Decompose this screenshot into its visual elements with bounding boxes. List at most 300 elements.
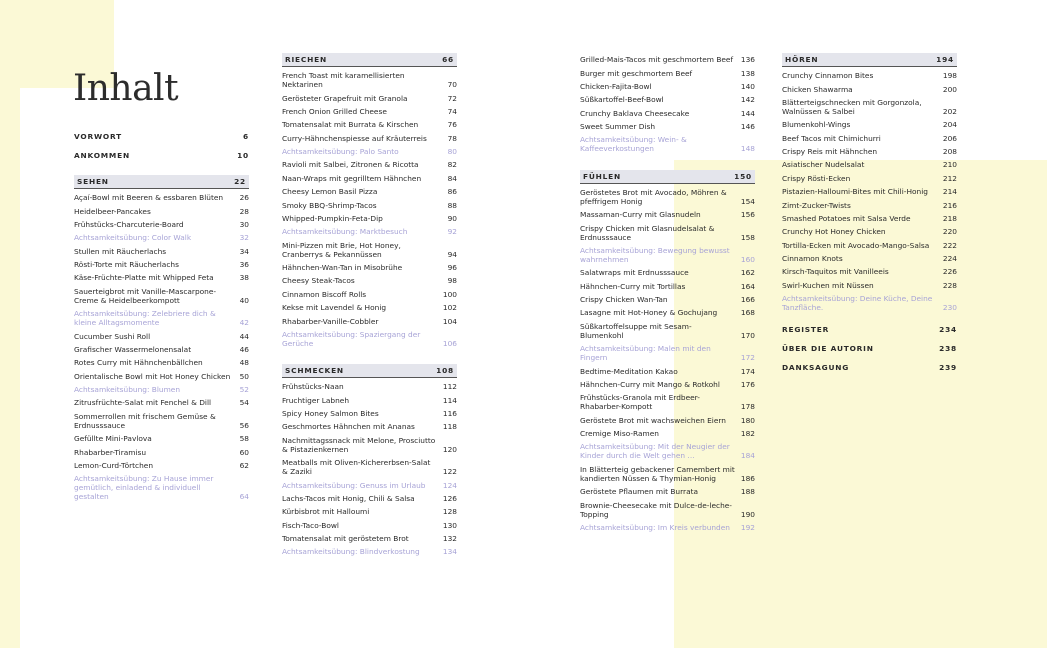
toc-entry-title: Achtsamkeitsübung: Genuss im Urlaub (282, 480, 426, 490)
toc-page-number: 214 (942, 187, 957, 197)
page-title: Inhalt (73, 68, 179, 109)
toc-page-number: 80 (447, 147, 457, 157)
toc-entry-title: SCHMECKEN (285, 366, 344, 376)
toc-page-number: 150 (734, 171, 752, 181)
toc-page-number: 100 (442, 289, 457, 299)
toc-entry (580, 364, 755, 377)
toc-page-number: 106 (442, 338, 457, 348)
toc-entry-title: Meatballs mit Oliven-Kichererbsen-Salat & Zaziki (282, 458, 431, 477)
toc-page-number: 72 (447, 93, 457, 103)
toc-page-number: 40 (239, 295, 249, 305)
toc-entry (282, 198, 457, 211)
toc-entry (782, 132, 957, 145)
toc-page-number: 62 (239, 460, 249, 470)
toc-page-number: 96 (447, 263, 457, 273)
toc-entry (580, 66, 755, 79)
toc-entry (580, 266, 755, 279)
toc-entry (782, 198, 957, 211)
toc-page-number: 118 (442, 422, 457, 432)
toc-entry-title: Rhabarber-Tiramisu (74, 447, 147, 457)
toc-entry (74, 204, 249, 217)
toc-page-number: 164 (740, 281, 755, 291)
toc-entry-title: Achtsamkeitsübung: Marktbesuch (282, 227, 408, 237)
toc-entry-title: Achtsamkeitsübung: Zelebriere dich & kleine Alltagsmomente (74, 309, 216, 328)
toc-entry-title: Pistazien-Halloumi-Bites mit Chili-Honig (782, 187, 928, 197)
toc-entry (282, 394, 457, 407)
toc-page-number: 216 (942, 200, 957, 210)
toc-page-number: 200 (942, 84, 957, 94)
toc-entry (580, 293, 755, 306)
toc-section-header (782, 53, 957, 67)
toc-page-number: 94 (447, 249, 457, 259)
toc-entry-title: REGISTER (782, 325, 830, 335)
toc-page-number: 122 (442, 467, 457, 477)
toc-entry-title: Blumenkohl-Wings (782, 120, 851, 130)
toc-entry-title: Geröstete Pflaumen mit Burrata (580, 487, 699, 497)
toc-entry (282, 185, 457, 198)
toc-page-number: 148 (740, 144, 755, 154)
toc-entry (74, 245, 249, 258)
toc-page-number: 170 (740, 330, 755, 340)
toc-page-number: 208 (942, 147, 957, 157)
toc-entry (580, 107, 755, 120)
toc-entry-title: Achtsamkeitsübung: Zu Hause immer gemütlich, einladend & individuell gestalten (74, 474, 214, 502)
toc-entry-title: Rhabarber-Vanille-Cobbler (282, 316, 379, 326)
toc-entry-title: Mini-Pizzen mit Brie, Hot Honey, Cranberrys & Pekannüssen (282, 240, 401, 259)
toc-entry-title: Sauerteigbrot mit Vanille-Mascarpone-Creme & Heidelbeerkompott (74, 286, 217, 305)
toc-page-number: 42 (239, 318, 249, 328)
toc-entry (580, 80, 755, 93)
toc-page-number: 112 (442, 382, 457, 392)
toc-main-entry (782, 358, 957, 377)
toc-entry-title: Smoky BBQ-Shrimp-Tacos (282, 200, 377, 210)
toc-entry-title: Rotes Curry mit Hähnchenbällchen (74, 358, 203, 368)
toc-exercise-entry (74, 383, 249, 396)
toc-page-number: 192 (740, 522, 755, 532)
toc-entry (580, 186, 755, 208)
toc-page-number: 160 (740, 254, 755, 264)
toc-page-number: 136 (740, 55, 755, 65)
toc-page-number: 76 (447, 120, 457, 130)
toc-page-number: 88 (447, 200, 457, 210)
toc-entry-title: Fisch-Taco-Bowl (282, 520, 339, 530)
toc-entry (282, 132, 457, 145)
toc-entry-title: Rösti-Torte mit Räucherlachs (74, 260, 179, 270)
toc-entry-title: Zimt-Zucker-Twists (782, 200, 851, 210)
toc-entry-title: Grilled-Mais-Tacos mit geschmortem Beef (580, 55, 734, 65)
toc-entry (782, 279, 957, 292)
toc-page-number: 194 (936, 55, 954, 64)
toc-entry-title: Chicken Shawarma (782, 84, 853, 94)
toc-page-number: 36 (239, 260, 249, 270)
toc-entry-title: Achtsamkeitsübung: Blindverkostung (282, 547, 420, 557)
toc-entry-title: DANKSAGUNG (782, 363, 850, 373)
toc-exercise-entry (74, 472, 249, 503)
toc-entry-title: Massaman-Curry mit Glasnudeln (580, 210, 701, 220)
toc-entry-title: Asiatischer Nudelsalat (782, 160, 865, 170)
toc-page-number: 182 (740, 429, 755, 439)
toc-entry-title: Süßkartoffelsuppe mit Sesam-Blumenkohl (580, 321, 692, 340)
toc-main-entry (74, 127, 249, 146)
toc-page-number: 32 (239, 233, 249, 243)
toc-entry-title: Blätterteigschnecken mit Gorgonzola, Walnüssen & Salbei (782, 97, 922, 116)
toc-page-number: 64 (239, 492, 249, 502)
toc-page-number: 134 (442, 547, 457, 557)
toc-entry-title: Achtsamkeitsübung: Mit der Neugier der Kinder durch die Welt gehen … (580, 442, 730, 461)
toc-entry-title: Lachs-Tacos mit Honig, Chili & Salsa (282, 493, 415, 503)
toc-entry-title: ÜBER DIE AUTORIN (782, 344, 874, 354)
yellow-strip-left (0, 88, 20, 648)
toc-entry (74, 396, 249, 409)
toc-entry-title: Crispy Rösti-Ecken (782, 173, 851, 183)
toc-entry (580, 498, 755, 520)
toc-entry (282, 274, 457, 287)
toc-entry-title: Swirl-Kuchen mit Nüssen (782, 280, 874, 290)
toc-page-number: 220 (942, 227, 957, 237)
toc-section-header (282, 364, 457, 378)
toc-page-number: 78 (447, 133, 457, 143)
toc-page-number: 120 (442, 444, 457, 454)
toc-page-number: 98 (447, 276, 457, 286)
toc-entry-title: Kekse mit Lavendel & Honig (282, 303, 387, 313)
toc-page-number: 54 (239, 398, 249, 408)
toc-page-number: 178 (740, 402, 755, 412)
toc-entry (282, 434, 457, 456)
toc-entry-title: Crispy Chicken mit Glasnudelsalat & Erdnusssauce (580, 223, 715, 242)
toc-page-number: 84 (447, 173, 457, 183)
toc-page-number: 104 (442, 316, 457, 326)
toc-entry-title: Gerösteter Grapefruit mit Granola (282, 93, 408, 103)
toc-entry (74, 445, 249, 458)
toc-exercise-entry (580, 342, 755, 364)
toc-entry-title: Zitrusfrüchte-Salat mit Fenchel & Dill (74, 398, 212, 408)
toc-entry-title: Lemon-Curd-Törtchen (74, 460, 154, 470)
toc-entry-title: French Onion Grilled Cheese (282, 106, 387, 116)
toc-entry (580, 53, 755, 66)
toc-page-number: 138 (740, 68, 755, 78)
toc-page-number: 142 (740, 95, 755, 105)
toc-entry (782, 82, 957, 95)
toc-entry-title: In Blätterteig gebackener Camembert mit kandierten Nüssen & Thymian-Honig (580, 464, 735, 483)
toc-page-number: 130 (442, 520, 457, 530)
toc-entry (282, 288, 457, 301)
toc-column-2 (282, 53, 457, 559)
toc-entry-title: Curry-Hähnchenspiesse auf Kräuterreis (282, 133, 427, 143)
toc-entry (74, 432, 249, 445)
toc-section-header (282, 53, 457, 67)
toc-entry (782, 212, 957, 225)
toc-entry-title: Achtsamkeitsübung: Bewegung bewusst wahrnehmen (580, 245, 730, 264)
toc-entry-title: Ravioli mit Salbei, Zitronen & Ricotta (282, 160, 419, 170)
toc-page-number: 198 (942, 71, 957, 81)
toc-main-entry (782, 339, 957, 358)
toc-page-number: 92 (447, 227, 457, 237)
toc-entry-title: Gefüllte Mini-Pavlova (74, 434, 152, 444)
toc-page-number: 210 (942, 160, 957, 170)
toc-entry (282, 407, 457, 420)
toc-page-number: 10 (237, 151, 249, 160)
toc-entry-title: Crunchy Baklava Cheesecake (580, 108, 690, 118)
toc-entry (74, 343, 249, 356)
toc-page-number: 108 (436, 366, 454, 376)
toc-entry (282, 118, 457, 131)
toc-main-entry (74, 146, 249, 165)
toc-entry (580, 93, 755, 106)
toc-entry-title: Sommerrollen mit frischem Gemüse & Erdnusssauce (74, 411, 216, 430)
toc-page-number: 46 (239, 344, 249, 354)
toc-entry (74, 191, 249, 204)
toc-entry (282, 172, 457, 185)
toc-page-number: 144 (740, 108, 755, 118)
toc-exercise-entry (580, 521, 755, 534)
toc-main-entry (782, 320, 957, 339)
toc-exercise-entry (282, 545, 457, 558)
toc-entry (580, 378, 755, 391)
toc-page-number: 166 (740, 295, 755, 305)
toc-entry (580, 280, 755, 293)
toc-entry-title: Tortilla-Ecken mit Avocado-Mango-Salsa (782, 240, 930, 250)
toc-entry-title: Lasagne mit Hot-Honey & Gochujang (580, 308, 718, 318)
toc-page-number: 176 (740, 379, 755, 389)
toc-page-number: 172 (740, 353, 755, 363)
toc-entry (580, 208, 755, 221)
toc-entry (282, 105, 457, 118)
toc-entry (580, 463, 755, 485)
toc-entry (282, 261, 457, 274)
toc-entry (580, 485, 755, 498)
toc-page-number: 230 (942, 303, 957, 313)
toc-entry-title: Crispy Chicken Wan-Tan (580, 295, 668, 305)
toc-entry (782, 239, 957, 252)
toc-entry (282, 456, 457, 478)
toc-entry-title: Geröstetes Brot mit Avocado, Möhren & pfeffrigem Honig (580, 187, 727, 206)
toc-page-number: 162 (740, 268, 755, 278)
toc-entry (782, 158, 957, 171)
toc-entry-title: Salatwraps mit Erdnusssauce (580, 268, 689, 278)
toc-entry (282, 532, 457, 545)
toc-entry-title: Tomatensalat mit Burrata & Kirschen (282, 120, 419, 130)
toc-entry-title: Hähnchen-Wan-Tan in Misobrühe (282, 263, 403, 273)
toc-entry-title: Tomatensalat mit geröstetem Brot (282, 534, 409, 544)
toc-entry-title: Heidelbeer-Pancakes (74, 206, 151, 216)
toc-entry-title: VORWORT (74, 132, 122, 141)
toc-entry-title: Hähnchen-Curry mit Tortillas (580, 281, 686, 291)
toc-entry-title: Hähnchen-Curry mit Mango & Rotkohl (580, 379, 720, 389)
toc-exercise-entry (74, 307, 249, 329)
toc-exercise-entry (782, 292, 957, 314)
toc-entry-title: Sweet Summer Dish (580, 122, 656, 132)
toc-entry-title: Kirsch-Taquitos mit Vanilleeis (782, 267, 889, 277)
toc-page-number: 102 (442, 303, 457, 313)
toc-page-number: 188 (740, 487, 755, 497)
toc-entry-title: Cheesy Steak-Tacos (282, 276, 355, 286)
toc-entry (282, 212, 457, 225)
toc-entry (782, 225, 957, 238)
toc-entry-title: Crispy Reis mit Hähnchen (782, 147, 878, 157)
toc-entry-title: Cinnamon Biscoff Rolls (282, 289, 367, 299)
toc-page-number: 60 (239, 447, 249, 457)
toc-entry-title: Whipped-Pumpkin-Feta-Dip (282, 213, 383, 223)
toc-entry (74, 285, 249, 307)
toc-page-number: 190 (740, 509, 755, 519)
toc-entry-title: Geschmortes Hähnchen mit Ananas (282, 422, 415, 432)
toc-page-number: 218 (942, 213, 957, 223)
toc-page-number: 6 (243, 132, 249, 141)
toc-page-number: 82 (447, 160, 457, 170)
toc-exercise-entry (282, 225, 457, 238)
toc-entry-title: Spicy Honey Salmon Bites (282, 409, 379, 419)
toc-page-number: 184 (740, 451, 755, 461)
toc-entry (580, 306, 755, 319)
toc-entry-title: Crunchy Cinnamon Bites (782, 71, 874, 81)
toc-page-number: 226 (942, 267, 957, 277)
toc-entry-title: Açaí-Bowl mit Beeren & essbaren Blüten (74, 193, 224, 203)
toc-page-number: 70 (447, 80, 457, 90)
toc-page-number: 212 (942, 173, 957, 183)
toc-entry-title: Cheesy Lemon Basil Pizza (282, 187, 378, 197)
toc-page-number: 90 (447, 213, 457, 223)
toc-entry (74, 410, 249, 432)
toc-entry-title: Grafischer Wassermelonensalat (74, 344, 192, 354)
toc-page-number: 146 (740, 122, 755, 132)
toc-page-number: 124 (442, 480, 457, 490)
toc-entry (282, 314, 457, 327)
toc-entry (282, 505, 457, 518)
toc-page-number: 222 (942, 240, 957, 250)
toc-entry (282, 519, 457, 532)
toc-entry-title: Kürbisbrot mit Halloumi (282, 507, 370, 517)
toc-page-number: 132 (442, 534, 457, 544)
toc-entry-title: Süßkartoffel-Beef-Bowl (580, 95, 664, 105)
toc-entry-title: Achtsamkeitsübung: Deine Küche, Deine Tanzfläche. (782, 294, 933, 313)
toc-page-number: 228 (942, 280, 957, 290)
toc-entry (782, 118, 957, 131)
toc-page-number: 174 (740, 366, 755, 376)
toc-entry-title: Stullen mit Räucherlachs (74, 246, 167, 256)
toc-entry (580, 221, 755, 243)
toc-page-number: 86 (447, 187, 457, 197)
toc-entry (282, 380, 457, 393)
toc-entry (580, 427, 755, 440)
toc-page-number: 202 (942, 106, 957, 116)
toc-exercise-entry (282, 478, 457, 491)
toc-entry (782, 96, 957, 118)
toc-entry (782, 252, 957, 265)
toc-exercise-entry (580, 440, 755, 462)
toc-entry-title: HÖREN (785, 55, 819, 64)
toc-page-number: 186 (740, 473, 755, 483)
toc-entry (580, 414, 755, 427)
toc-page-number: 56 (239, 420, 249, 430)
toc-entry-title: Frühstücks-Naan (282, 382, 344, 392)
toc-entry-title: Achtsamkeitsübung: Spaziergang der Gerüche (282, 329, 421, 348)
toc-exercise-entry (74, 231, 249, 244)
toc-column-1 (74, 127, 249, 504)
toc-entry-title: Cucumber Sushi Roll (74, 331, 151, 341)
toc-page-number: 128 (442, 507, 457, 517)
toc-entry (74, 271, 249, 284)
toc-exercise-entry (580, 244, 755, 266)
toc-entry-title: Frühstücks-Granola mit Erdbeer-Rhabarber-Kompott (580, 393, 700, 412)
toc-exercise-entry (580, 133, 755, 155)
toc-entry-title: Bedtime-Meditation Kakao (580, 366, 678, 376)
toc-entry-title: Fruchtiger Labneh (282, 395, 350, 405)
toc-page-number: 48 (239, 358, 249, 368)
toc-entry (74, 459, 249, 472)
toc-page-number: 234 (939, 325, 957, 335)
toc-entry-title: Geröstete Brot mit wachsweichen Eiern (580, 415, 726, 425)
toc-section-header (74, 175, 249, 189)
toc-entry (782, 265, 957, 278)
toc-page-number: 224 (942, 254, 957, 264)
toc-entry-title: Crunchy Hot Honey Chicken (782, 227, 886, 237)
toc-entry (782, 69, 957, 82)
toc-entry (282, 91, 457, 104)
toc-entry-title: Frühstücks-Charcuterie-Board (74, 219, 184, 229)
toc-entry-title: Naan-Wraps mit gegrilltem Hähnchen (282, 173, 422, 183)
toc-entry (282, 239, 457, 261)
toc-page-number: 140 (740, 81, 755, 91)
toc-column-4 (782, 53, 957, 377)
toc-page-number: 204 (942, 120, 957, 130)
toc-section-header (580, 170, 755, 184)
toc-entry-title: Chicken-Fajita-Bowl (580, 81, 652, 91)
toc-entry (74, 329, 249, 342)
toc-entry-title: Achtsamkeitsübung: Malen mit den Fingern (580, 344, 711, 363)
toc-page-number: 180 (740, 415, 755, 425)
toc-page-number: 114 (442, 395, 457, 405)
toc-entry (782, 145, 957, 158)
toc-page-number: 74 (447, 106, 457, 116)
toc-entry-title: Smashed Potatoes mit Salsa Verde (782, 213, 911, 223)
toc-entry-title: Beef Tacos mit Chimichurri (782, 133, 881, 143)
toc-page-number: 22 (234, 177, 246, 186)
toc-page-number: 50 (239, 371, 249, 381)
toc-page-number: 30 (239, 219, 249, 229)
toc-entry (580, 320, 755, 342)
toc-page-number: 206 (942, 133, 957, 143)
toc-page-number: 34 (239, 246, 249, 256)
toc-page-number: 238 (939, 344, 957, 354)
toc-page-number: 239 (939, 363, 957, 373)
toc-entry-title: Käse-Früchte-Platte mit Whipped Feta (74, 273, 214, 283)
toc-entry-title: Achtsamkeitsübung: Color Walk (74, 233, 192, 243)
toc-entry-title: French Toast mit karamellisierten Nektarinen (282, 71, 405, 90)
toc-entry (282, 420, 457, 433)
toc-page-number: 44 (239, 331, 249, 341)
toc-entry (282, 301, 457, 314)
toc-entry-title: RIECHEN (285, 55, 327, 64)
toc-entry (282, 158, 457, 171)
toc-exercise-entry (282, 328, 457, 350)
toc-entry (74, 356, 249, 369)
toc-page-number: 168 (740, 308, 755, 318)
toc-page-number: 26 (239, 193, 249, 203)
toc-entry-title: Achtsamkeitsübung: Wein- & Kaffeeverkostungen (580, 135, 687, 154)
toc-page-number: 52 (239, 385, 249, 395)
toc-entry-title: ANKOMMEN (74, 151, 130, 160)
toc-entry (580, 120, 755, 133)
toc-entry-title: Cinnamon Knots (782, 254, 843, 264)
toc-entry (580, 391, 755, 413)
toc-page-number: 154 (740, 196, 755, 206)
toc-entry-title: Achtsamkeitsübung: Im Kreis verbunden (580, 522, 730, 532)
toc-exercise-entry (282, 145, 457, 158)
toc-entry (74, 258, 249, 271)
toc-entry (782, 185, 957, 198)
toc-page-number: 126 (442, 493, 457, 503)
toc-entry-title: Achtsamkeitsübung: Palo Santo (282, 147, 399, 157)
